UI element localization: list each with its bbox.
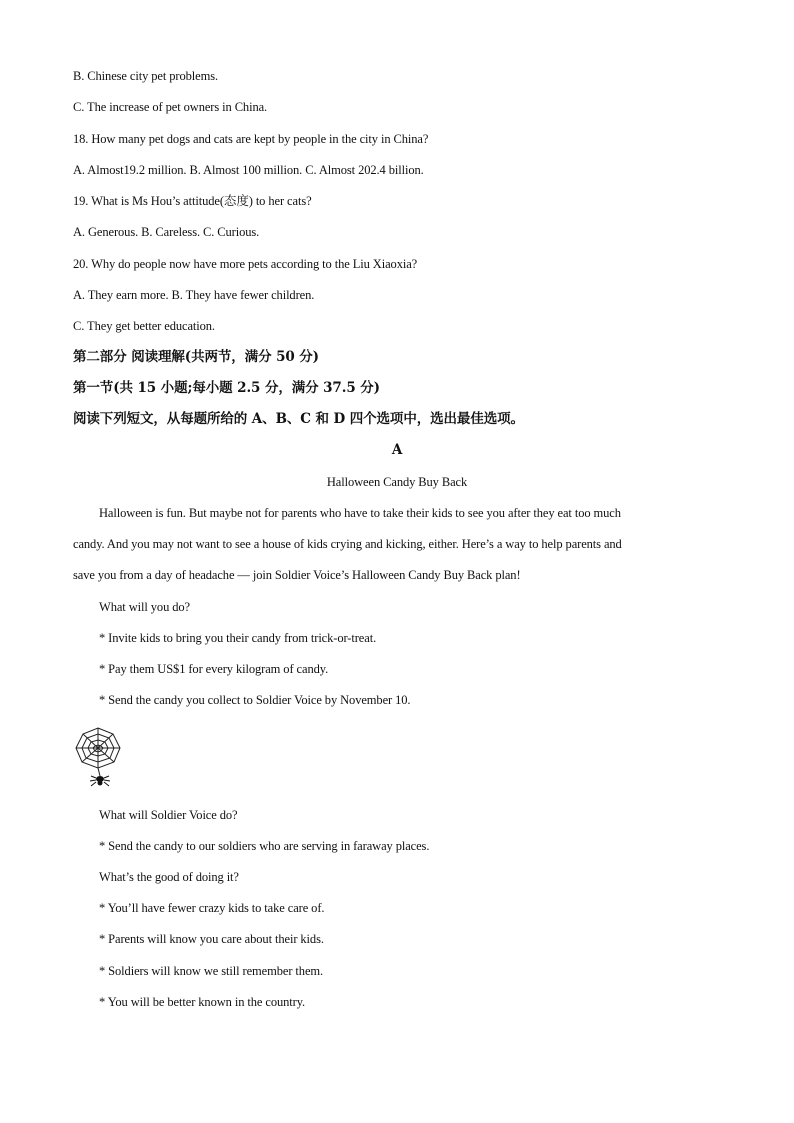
question-19: 19. What is Ms Hou’s attitude(态度) to her cats? <box>73 194 312 208</box>
question-20: 20. Why do people now have more pets according to the Liu Xiaoxia? <box>73 257 418 271</box>
passage-letter: A <box>391 442 403 458</box>
part-two-heading: 第二部分 阅读理解(共两节，满分 50 分) <box>73 349 319 365</box>
q19-options: A. Generous. B. Careless. C. Curious. <box>73 225 260 239</box>
q20-options-ab: A. They earn more. B. They have fewer children. <box>73 288 315 302</box>
paragraph-line-1: Halloween is fun. But maybe not for parents who have to take their kids to see you after they eat too much <box>99 506 621 520</box>
spider-web-icon <box>74 726 122 788</box>
what-will-soldier-voice-do: What will Soldier Voice do? <box>99 808 238 822</box>
paragraph-line-2: candy. And you may not want to see a house of kids crying and kicking, either. Here’s a way to help parents and <box>73 537 622 551</box>
list-item: * Invite kids to bring you their candy from trick-or-treat. <box>99 631 377 645</box>
passage-title: Halloween Candy Buy Back <box>326 475 468 489</box>
what-will-you-do: What will you do? <box>99 600 190 614</box>
list-item: * Parents will know you care about their kids. <box>99 932 324 946</box>
list-item: * You’ll have fewer crazy kids to take care of. <box>99 901 325 915</box>
list-item: * Pay them US$1 for every kilogram of candy. <box>99 662 329 676</box>
list-item: * Send the candy you collect to Soldier Voice by November 10. <box>99 693 411 707</box>
list-item: * Soldiers will know we still remember them. <box>99 964 324 978</box>
q20-option-c: C. They get better education. <box>73 319 215 333</box>
question-18: 18. How many pet dogs and cats are kept by people in the city in China? <box>73 132 429 146</box>
list-item: * Send the candy to our soldiers who are serving in faraway places. <box>99 839 430 853</box>
paragraph-line-3: save you from a day of headache — join Soldier Voice’s Halloween Candy Buy Back plan! <box>73 568 521 582</box>
whats-the-good: What’s the good of doing it? <box>99 870 239 884</box>
q17-option-c: C. The increase of pet owners in China. <box>73 100 268 114</box>
section-one-heading: 第一节(共 15 小题;每小题 2.5 分，满分 37.5 分) <box>73 380 380 396</box>
q18-options: A. Almost19.2 million. B. Almost 100 million. C. Almost 202.4 billion. <box>73 163 424 177</box>
list-item: * You will be better known in the country. <box>99 995 306 1009</box>
q17-option-b: B. Chinese city pet problems. <box>73 69 218 83</box>
reading-instruction: 阅读下列短文，从每题所给的 A、B、C 和 D 四个选项中，选出最佳选项。 <box>73 411 524 427</box>
